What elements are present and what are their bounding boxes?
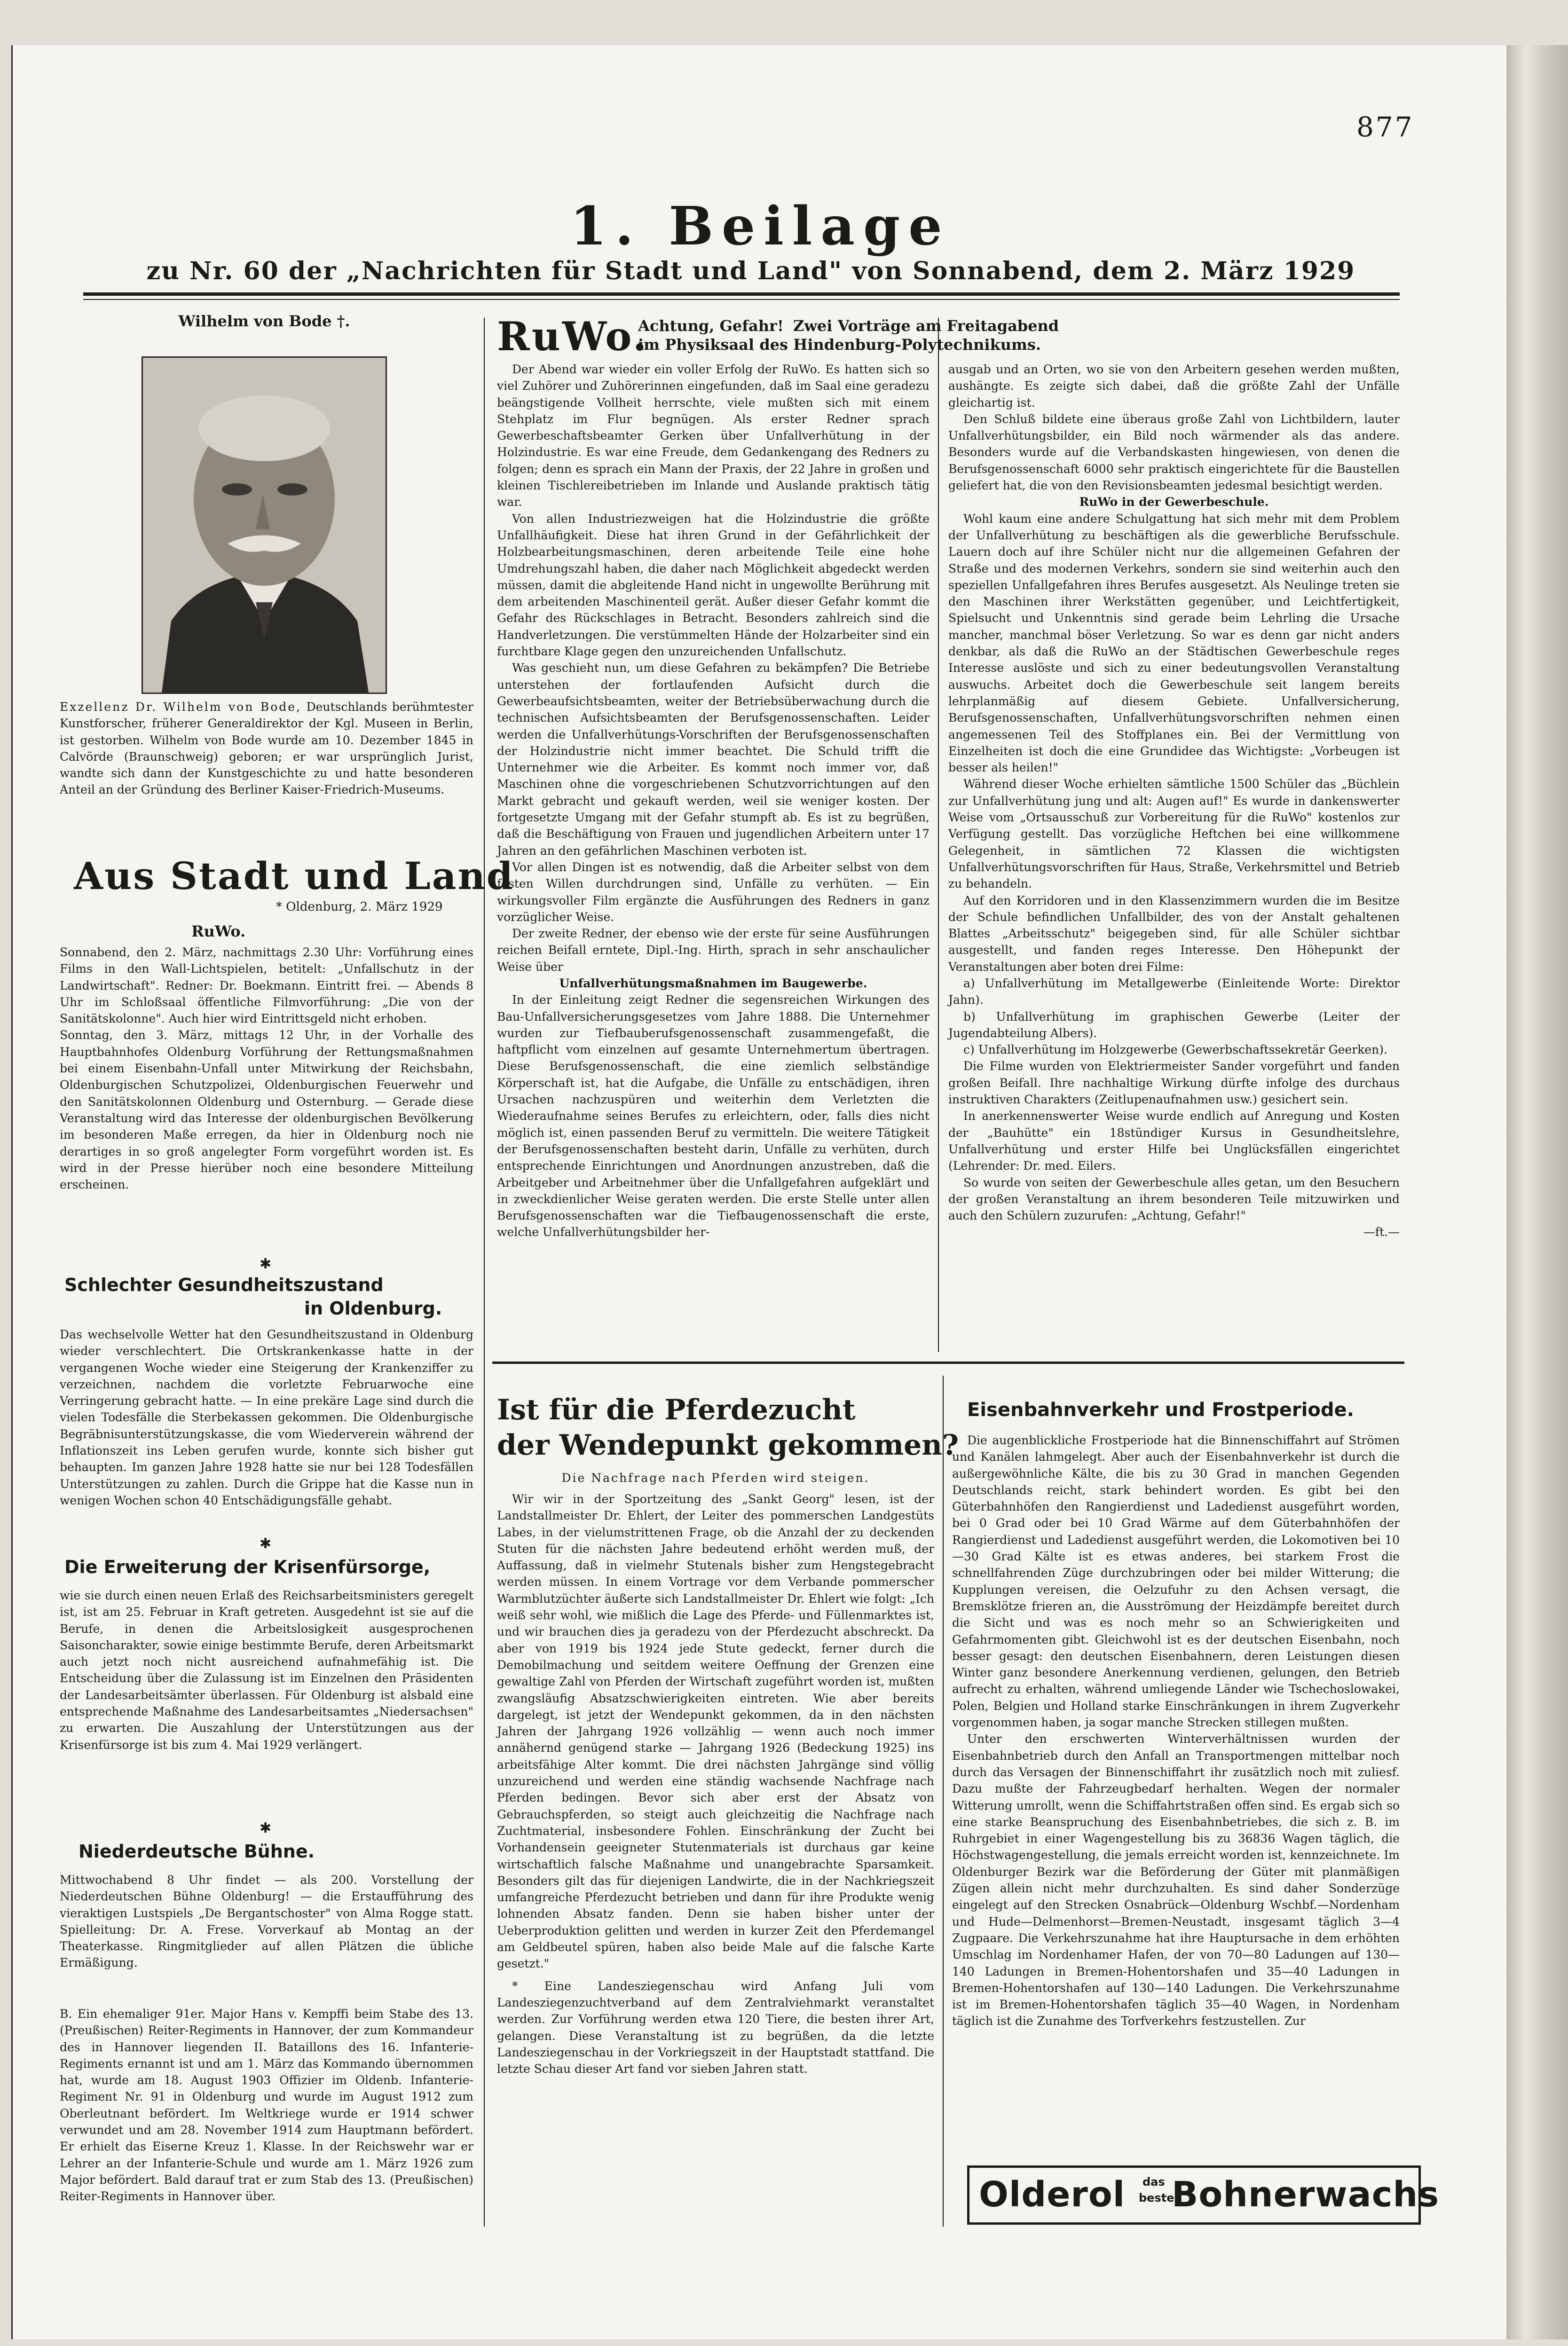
- stadt-paragraph-1: Sonnabend, den 2. März, nachmittags 2.30 Uhr: Vorführung eines Films in den Wall-Lichtspielen, betitelt: „Unfallschutz in der Landwirtschaft". Redner: Dr. Boekmann. Eintritt frei. — Abends 8 Uhr im Schloßsaal öffentliche Filmvorführung: „Die von der Sanitätskolonne". Auch hier wird Eintrittsgeld nicht erhoben.: [60, 945, 473, 1026]
- pferde-text: [497, 1491, 934, 2077]
- portrait-illustration: [143, 358, 386, 693]
- separator-star-2: ✱: [260, 1535, 272, 1552]
- ad-small-das: das: [1143, 2175, 1165, 2189]
- kempff-text: B. Ein ehemaliger 91er. Major Hans v. Kempffi beim Stabe des 13. (Preußischen) Reiter-Regiments in Hannover, der zum Kommandeur des in Hannover liegenden II. Bataillons des 16. Infanterie-Regiments ernannt ist und am 1. März das Kommando übernommen hat, wurde am 18. August 1903 Offizier im Oldenb. Infanterie-Regiment Nr. 91 in Oldenburg und wurde im August 1912 zum Oberleutnant befördert. Im Weltkriege wurde er 1914 schwer verwundet und am 28. November 1914 zum Hauptmann befördert. Er erhielt das Eiserne Kreuz 1. Klasse. In der Reichswehr war er Lehrer an der Infanterie-Schule und wurde am 1. März 1926 zum Major befördert. Bald darauf trat er zum Stab des 13. (Preußischen) Reiter-Regiments in Hannover über.: [60, 2007, 473, 2204]
- ruwo-col2-paragraph: In anerkennenswerter Weise wurde endlich auf Anregung und Kosten der „Bauhütte" ein 18stündiger Kursus in Gesundheitslehre, Unfallverhütung und erster Hilfe bei Unglücksfällen eingerichtet (Lehrender: Dr. med. Eilers.: [948, 1109, 1400, 1173]
- buehne-heading: Niederdeutsche Bühne.: [79, 1841, 315, 1862]
- ad-small-beste: beste: [1139, 2191, 1174, 2204]
- eisenbahn-paragraph-2: Unter den erschwerten Winterverhältnissen wurden der Eisenbahnbetrieb durch den Anfall an Transportmengen mittelbar noch durch das Versagen der Binnenschiffahrt ihr zusätzlich noch mit zuliesf. Dazu mußte der Fahrzeugbedarf herhalten. Wegen der normaler Witterung umrollt, wenn die Schiffahrtstraßen offen sind. Es ergab sich so eine starke Beanspruchung des Eisenbahnbetriebes, die sich z. B. im Ruhrgebiet in einer Wagengestellung bis zu 36836 Wagen täglich, die Höchstwagengestellung, die jemals erreicht worden ist, kennzeichnete. Im Oldenburger Bezirk war die Beförderung der Güter mit planmäßigen Zügen allein nicht mehr durchzuhalten. Es sind daher Sonderzüge eingelegt auf den Strecken Osnabrück—Oldenburg Wschbf.—Nordenham und Hude—Delmenhorst—Bremen-Neustadt, insgesamt täglich 3—4 Zugpaare. Die Verkehrszunahme hat ihre Hauptursache in dem erhöhten Umschlag im Nordenhamer Hafen, der von 70—80 Ladungen auf 130—140 Ladungen in Bremen-Hohentorshafen und 35—40 Ladungen in Bremen-Hohentorshafen auf 130—140 Ladungen. Die Verkehrszunahme ist im Bremen-Hohentorshafen täglich 35—40 Wagen, in Nordenham täglich ist die Zunahme des Torfverkehrs festzustellen. Zur: [952, 1732, 1400, 2028]
- ruwo-col1-paragraph: Vor allen Dingen ist es notwendig, daß die Arbeiter selbst von dem festen Willen durchdrungen sind, Unfälle zu verhüten. — Ein wirkungsvoller Film ergänzte die Ausführungen des Redners in ganz vorzüglicher Weise.: [497, 860, 930, 924]
- page-title: 1. Beilage: [570, 196, 951, 257]
- ruwo-subheading-gewerbeschule: RuWo in der Gewerbeschule.: [1079, 495, 1269, 509]
- ruwo-side-line-2: im Physiksaal des Hindenburg-Polytechnikums.: [638, 336, 1041, 354]
- stadt-ruwo-heading: RuWo.: [191, 922, 246, 940]
- page-number: 877: [1356, 111, 1414, 143]
- bode-caption-name: Exzellenz Dr. Wilhelm von Bode,: [60, 700, 302, 714]
- ad-product: Bohnerwachs: [1172, 2174, 1440, 2215]
- newspaper-page: [11, 45, 1508, 2339]
- ruwo-film-item: a) Unfallverhütung im Metallgewerbe (Einleitende Worte: Direktor Jahn).: [948, 976, 1400, 1007]
- ruwo-film-item: c) Unfallverhütung im Holzgewerbe (Gewerbschaftssekretär Geerken).: [963, 1043, 1387, 1057]
- ad-brand: Olderol: [979, 2174, 1126, 2215]
- ruwo-heading: RuWo.: [497, 313, 649, 360]
- header-rule-thick: [83, 292, 1400, 296]
- eisenbahn-paragraph-1: Die augenblickliche Frostperiode hat die Binnenschiffahrt auf Strömen und Kanälen lahmgelegt. Aber auch der Eisenbahnverkehr ist durch die außergewöhnliche Kälte, die bis zu 30 Grad in manchen Gegenden Deutschlands reicht, stark behindert worden. Es gibt bei den Güterbahnhöfen den Rangierdienst und Ladedienst ausgeführt worden, bei 0 Grad oder bei 10 Grad Wärme auf dem Güterbahnhöfen der Rangierdienst und Ladedienst ausgeführt werden, die Lokomotiven bei 10—30 Grad Kälte ist es etwas anderes, bei starkem Frost die schnellfahrenden Züge durchzubringen oder bei milder Witterung; die Kupplungen vereisen, die Oelzufuhr zu den Achsen versagt, die Bremsklötze frieren an, die Ausströmung der Heizdämpfe bereitet durch die Sicht und was es noch mehr so an Schwierigkeiten und Gefahrmomenten gibt. Gleichwohl ist es der deutschen Eisenbahn, noch besser gesagt: den deutschen Eisenbahnern, deren Leistungen diesen Winter ganz besondere Anerkennung verdienen, gelungen, den Betrieb aufrecht zu erhalten, während umliegende Länder wie Tschechoslowakei, Polen, Belgien und Holland starke Einschränkungen in ihrem Zugverkehr vorgenommen haben, ja sogar manche Strecken stillegen mußten.: [952, 1433, 1400, 1730]
- pferde-heading-1: Ist für die Pferdezucht: [497, 1393, 856, 1426]
- pferde-tagline: Die Nachfrage nach Pferden wird steigen.: [561, 1471, 870, 1485]
- column-divider-right: [938, 318, 939, 1352]
- bode-caption-text: Deutschlands berühmtester Kunstforscher, früherer Generaldirektor der Kgl. Museen in Berlin, ist gestorben. Wilhelm von Bode wurde am 10. Dezember 1845 in Calvörde (Braunschweig) geboren; er war ursprünglich Jurist, wandte sich dann der Kunstgeschichte zu und hatte besonderen Anteil an der Gründung des Berliner Kaiser-Friedrich-Museums.: [60, 700, 473, 797]
- krisen-text: wie sie durch einen neuen Erlaß des Reichsarbeitsministers geregelt ist, ist am 25. Februar in Kraft getreten. Ausgedehnt ist sie auf die Berufe, in denen die Arbeitslosigkeit ausgesprochenen Saisoncharakter, sowie einige bestimmte Berufe, deren Arbeitsmarkt auch jetzt noch nicht ausreichend aufnahmefähig ist. Die Entscheidung über die Zulassung ist im Einzelnen den Präsidenten der Landesarbeitsämter überlassen. Für Oldenburg ist alsbald eine entsprechende Maßnahme des Landesarbeitsamtes „Niedersachsen" zu erwarten. Die Auszahlung der Unterstützungen aus der Krisenfürsorge ist bis zum 4. Mai 1929 verlängert.: [60, 1589, 473, 1752]
- bode-portrait-image: [142, 356, 387, 694]
- ruwo-signature: —ft.—: [1363, 1225, 1400, 1239]
- stadt-heading: Aus Stadt und Land: [74, 854, 514, 898]
- ruwo-side-line-1: Achtung, Gefahr!: [638, 317, 784, 335]
- ruwo-bottom-rule: [492, 1362, 1404, 1364]
- stadt-paragraph-2: Sonntag, den 3. März, mittags 12 Uhr, in der Vorhalle des Hauptbahnhofes Oldenburg Vorführung der Rettungsmaßnahmen bei einem Eisenbahn-Unfall unter Mitwirkung der Reichsbahn, Oldenburgischen Schutzpolizei, Oldenburgischen Feuerwehr und den Sanitätskolonnen Oldenburg und Osternburg. — Gerade diese Veranstaltung wird das Interesse der oldenburgischen Bevölkerung im besonderen Maße erregen, da hier in Oldenburg noch nie derartiges in so groß angelegter Form vorgeführt worden ist. Es wird in der Presse hierüber noch eine besondere Mitteilung erscheinen.: [60, 1028, 473, 1192]
- stadt-text: [60, 944, 473, 1193]
- ruwo-side-right: Zwei Vorträge am Freitagabend: [793, 317, 1059, 335]
- ruwo-col1-paragraph: In der Einleitung zeigt Redner die segensreichen Wirkungen des Bau-Unfallversicherungsgesetzes vom Jahre 1888. Die Unternehmer wurden zur Tiefbauberufsgenossenschaft zusammengefaßt, die haftpflicht vom einzelnen auf gesamte Unternehmertum übertragen. Diese Berufsgenossenschaft, die eine ziemlich selbständige Körperschaft ist, hat die Aufgabe, die Unfälle zu entschädigen, ihren Ursachen nachzuspüren und weiterhin dem Verletzten die Wiederaufnahme seines Berufes zu erleichtern, oder, falls dies nicht möglich ist, einen passenden Beruf zu vermitteln. Die weitere Tätigkeit der Berufsgenossenschaften besteht darin, Unfälle zu verhüten, durch entsprechende Einrichtungen und Anordnungen anzustreben, daß die Arbeitgeber und Arbeitnehmer über die Unfallgefahren aufgeklärt und in zweckdienlicher Weise geraten werden. Die erste Stelle unter allen Berufsgenossenschaften war die Tiefbaugenossenschaft die erste, welche Unfallverhütungsbilder her-: [497, 993, 930, 1239]
- gesundheit-heading-2: in Oldenburg.: [304, 1298, 442, 1319]
- stadt-dateline: * Oldenburg, 2. März 1929: [276, 900, 443, 914]
- olderol-advertisement: [967, 2165, 1440, 2225]
- krisen-heading: Die Erweiterung der Krisenfürsorge,: [64, 1557, 431, 1577]
- ruwo-col2-paragraph: Den Schluß bildete eine überaus große Zahl von Lichtbildern, lauter Unfallverhütungsbilder, ein Bild noch wärmender als das andere. Besonders wurde auf die Verbandskasten hingewiesen, von denen die Berufsgenossenschaft 6000 sehr praktisch eingerichtete für die Baustellen geliefert hat, die von den Revisionsbeamten jedesmal besichtigt werden.: [948, 412, 1400, 493]
- column-divider-left: [484, 318, 485, 2227]
- gesundheit-text: Das wechselvolle Wetter hat den Gesundheitszustand in Oldenburg wieder verschlechtert. Die Ortskrankenkasse hatte in der vergangenen Woche wieder eine Steigerung der Krankenziffer zu verzeichnen, nachdem die vorletzte Februarwoche eine Verringerung gebracht hatte. — In eine prekäre Lage sind durch die vielen Todesfälle die Sterbekassen gekommen. Die Oldenburgische Begräbnisunterstützungskasse, die vom Wiederverein während der Inflationszeit ins Leben gerufen wurde, konnte sich bisher gut behaupten. Im ganzen Jahre 1928 hatte sie nur bei 128 Todesfällen Unterstützungen zu zahlen. Durch die Grippe hat die Kasse nun in wenigen Wochen schon 40 Entschädigungsfälle gehabt.: [60, 1328, 473, 1507]
- eisenbahn-heading: Eisenbahnverkehr und Frostperiode.: [967, 1399, 1354, 1421]
- separator-star-1: ✱: [260, 1256, 272, 1272]
- pferde-paragraph-1: Wir wir in der Sportzeitung des „Sankt Georg" lesen, ist der Landstallmeister Dr. Ehlert, der Leiter des pommerschen Landgestüts Labes, in der vielumstrittenen Frage, ob die Anzahl der zu deckenden Stuten für die nächsten Jahre bedeutend erhöht werden muß, der Auffassung, daß in vielmehr Stutenals bisher zum Hengstegebracht werden müssen. In einem Vortrage vor dem Verbande pommerscher Warmblutzüchter äußerte sich Landstallmeister Dr. Ehlert wie folgt: „Ich weiß sehr wohl, wie mißlich die Lage des Pferde- und Füllenmarktes ist, und wir brauchen dies ja geradezu von der Pferdezucht abschreckt. Da aber von 1919 bis 1924 jede Stute gedeckt, ferner durch die Demobilmachung und seitdem weitere Oeffnung der Grenzen eine gewaltige Zahl von Pferden der Wirtschaft zugeführt worden ist, mußten zwangsläufig Absatzschwierigkeiten eintreten. Wie aber bereits dargelegt, ist jetzt der Wendepunkt gekommen, da in den nächsten Jahren der Jahrgang 1926 vollzählig — wenn auch noch immer annähernd genügend starke — Jahrgang 1926 (Bedeckung 1925) ins arbeitsfähige Alter kommt. Die drei nächsten Jahrgänge sind völlig unzureichend und werden eine ständig wachsende Nachfrage nach Pferden bedingen. Bevor sich aber erst der Absatz von Gebrauchspferden, so steigt auch gleichzeitig die Nachfrage nach Zuchtmaterial, insbesondere Fohlen. Einschränkung der Zucht bei Vorhandensein geeigneter Stutenmaterials ist durchaus gar keine wirtschaftlich falsche Maßnahme und unangebrachte Sparsamkeit. Besonders gilt das für diejenigen Landwirte, die in der Nachkriegszeit umfangreiche Pferdezucht betrieben und dann für ihre Produkte wenig lohnenden Absatz fanden. Denn sie haben bisher unter der Ueberproduktion gelitten und werden in kurzer Zeit den Pferdemangel am Geldbeutel spüren, haben also beide Male auf die falsche Karte gesetzt.": [497, 1492, 934, 1971]
- buehne-text: Mittwochabend 8 Uhr findet — als 200. Vorstellung der Niederdeutschen Bühne Oldenburg! — die Erstaufführung des vieraktigen Lustspiels „De Bergantschoster" von Alma Rogge statt. Spielleitung: Dr. A. Frese. Vorverkauf ab Montag an der Theaterkasse. Ringmitglieder auf allen Plätzen die übliche Ermäßigung.: [60, 1873, 473, 1970]
- ruwo-col1-paragraph: Von allen Industriezweigen hat die Holzindustrie die größte Unfallhäufigkeit. Diese hat ihren Grund in der Gefährlichkeit der Holzbearbeitungsmaschinen, deren arbeitende Teile eine hohe Umdrehungszahl haben, die daher nach Möglichkeit abgedeckt werden müssen, damit die abgleitende Hand nicht in ungewollte Berührung mit dem arbeitenden Maschinenteil gerät. Außer dieser Gefahr kommt die Gefahr des Rückschlages in Betracht. Besonders zahlreich sind die Handverletzungen. Die verstümmelten Hände der Holzarbeiter sind ein furchtbare Klage gegen den unzureichenden Unfallschutz.: [497, 512, 930, 659]
- gesundheit-heading-1: Schlechter Gesundheitszustand: [64, 1275, 384, 1295]
- ruwo-col2-paragraph: Wohl kaum eine andere Schulgattung hat sich mehr mit dem Problem der Unfallverhütung zu beschäftigen als die gewerbliche Berufsschule. Lauern doch auf ihre Schüler nicht nur die allgemeinen Gefahren der Straße und des modernen Verkehrs, sondern sie sind weiterhin auch den speziellen Unfallgefahren ihres Berufes ausgesetzt. Als Neulinge treten sie den Maschinen ihrer Werkstätten gegenüber, und Leichtfertigkeit, Spielsucht und Unkenntnis sind gerade beim Lehrling die Ursache mancher, manchmal böser Verletzung. So war es denn gar nicht anders denkbar, als daß die RuWo an der Städtischen Gewerbeschule reges Interesse auslöste und sich zu einer bedeutungsvollen Veranstaltung auswuchs. Arbeitet doch die Gewerbeschule seit langem bereits lehrplanmäßig auf diesem Gebiete. Unfallversicherung, Berufsgenossenschaften, Unfallverhütungsvorschriften nehmen einen angemessenen Teil des Stoffplanes ein. Bei der Vermittlung von Einzelheiten ist doch die eine Grundidee das Wichtigste: „Vorbeugen ist besser als heilen!": [948, 512, 1400, 775]
- ruwo-film-item: b) Unfallverhütung im graphischen Gewerbe (Leiter der Jugendabteilung Albers).: [948, 1009, 1400, 1040]
- separator-star-3: ✱: [260, 1820, 272, 1836]
- header-rule-thin: [83, 299, 1400, 300]
- page-subtitle: zu Nr. 60 der „Nachrichten für Stadt und Land" von Sonnabend, dem 2. März 1929: [146, 257, 1355, 285]
- bode-caption: [60, 699, 473, 798]
- ruwo-col1-paragraph: Der Abend war wieder ein voller Erfolg der RuWo. Es hatten sich so viel Zuhörer und Zuhörerinnen eingefunden, daß im Saal eine geradezu beängstigende Vollheit herrschte, viele mußten sich mit einem Stehplatz im Flur begnügen. Als erster Redner sprach Gewerbeschaftsbeamter Gerken über Unfallverhütung in der Holzindustrie. Es war eine Freude, dem Gedankengang des Redners zu folgen; denn es sprach ein Mann der Praxis, der 22 Jahre in großen und kleinen Tischlereibetrieben im Inlande und Auslande praktisch tätig war.: [497, 362, 930, 509]
- ruwo-col2-paragraph: Während dieser Woche erhielten sämtliche 1500 Schüler das „Büchlein zur Unfallverhütung jung und alt: Augen auf!" Es wurde in dankenswerter Weise vom „Ortsausschuß zur Vorbereitung für die RuWo" kostenlos zur Verfügung gestellt. Das vorzügliche Heftchen bei eine willkommene Gelegenheit, in sämtlichen 72 Klassen die wichtigsten Unfallverhütungsvorschriften für Haus, Straße, Verkehrsmittel und Betrieb zu behandeln.: [948, 777, 1400, 891]
- ruwo-col2-paragraph: Die Filme wurden von Elektriermeister Sander vorgeführt und fanden großen Beifall. Ihre nachhaltige Wirkung dürfte infolge des durchaus instruktiven Charakters (Zeitlupenaufnahmen usw.) gesichert sein.: [948, 1059, 1400, 1107]
- ruwo-column-1: [497, 361, 930, 1241]
- ruwo-col2-paragraph: Auf den Korridoren und in den Klassenzimmern wurden die im Besitze der Schule befindlichen Unfallbilder, des von der Anstalt gehaltenen Blattes „Arbeitsschutz" beigegeben sind, für alle Schüler sichtbar ausgestellt, und fanden reges Interesse. Den Höhepunkt der Veranstaltungen aber boten drei Filme:: [948, 893, 1400, 974]
- bode-heading: Wilhelm von Bode †.: [178, 312, 350, 330]
- eisenbahn-text: [952, 1432, 1400, 2030]
- ruwo-col1-paragraph: Der zweite Redner, der ebenso wie der erste für seine Ausführungen reichen Beifall erntete, Dipl.-Ing. Hirth, sprach in sehr anschaulicher Weise über: [497, 927, 930, 974]
- ruwo-column-2: [948, 361, 1400, 1241]
- ruwo-col2-paragraph: ausgab und an Orten, wo sie von den Arbeitern gesehen werden mußten, aushängte. Es zeigte sich dabei, daß die größte Zahl der Unfälle gleichartig ist.: [948, 362, 1400, 409]
- pferde-paragraph-2: * Eine Landesziegenschau wird Anfang Juli vom Landesziegenzuchtverband auf dem Zentralviehmarkt veranstaltet werden. Zur Vorführung werden etwa 120 Tiere, die besten ihrer Art, gelangen. Diese Veranstaltung ist zu begrüßen, da die letzte Landesziegenschau in der Vorkriegszeit in der Hauptstadt stattfand. Die letzte Schau dieser Art fand vor sieben Jahren statt.: [497, 1979, 934, 2076]
- page-edge-shadow: [1506, 45, 1568, 2339]
- ruwo-col2-paragraph: So wurde von seiten der Gewerbeschule alles getan, um den Besuchern der großen Veranstaltung an ihrem besonderen Teile mitzuwirken und auch den Schülern zuzurufen: „Achtung, Gefahr!": [948, 1175, 1400, 1223]
- pferde-heading-2: der Wendepunkt gekommen?: [497, 1429, 959, 1462]
- column-divider-lower: [943, 1376, 944, 2227]
- ruwo-col1-paragraph: Was geschieht nun, um diese Gefahren zu bekämpfen? Die Betriebe unterstehen der fortlaufenden Aufsicht durch die Gewerbeaufsichtsbeamten, weiter der Betriebsüberwachung durch die technischen Aufsichtsbeamten der Berufsgenossenschaften. Leider werden die Unfallverhütungs-Vorschriften der Berufsgenossenschaften der Holzindustrie nicht immer beachtet. Die Schuld trifft die Unternehmer wie die Arbeiter. Es kommt noch immer vor, daß Maschinen ohne die vorgeschriebenen Schutzvorrichtungen auf den Markt gebracht und gekauft werden, weil sie weniger kosten. Der fortgesetzte Umgang mit der Gefahr stumpft ab. Es ist zu begrüßen, daß die Beschäftigung von Frauen und jugendlichen Arbeitern unter 17 Jahren an den gefährlichen Maschinen verboten ist.: [497, 661, 930, 858]
- ruwo-subheading-baugewerbe: Unfallverhütungsmaßnahmen im Baugewerbe.: [559, 976, 867, 990]
